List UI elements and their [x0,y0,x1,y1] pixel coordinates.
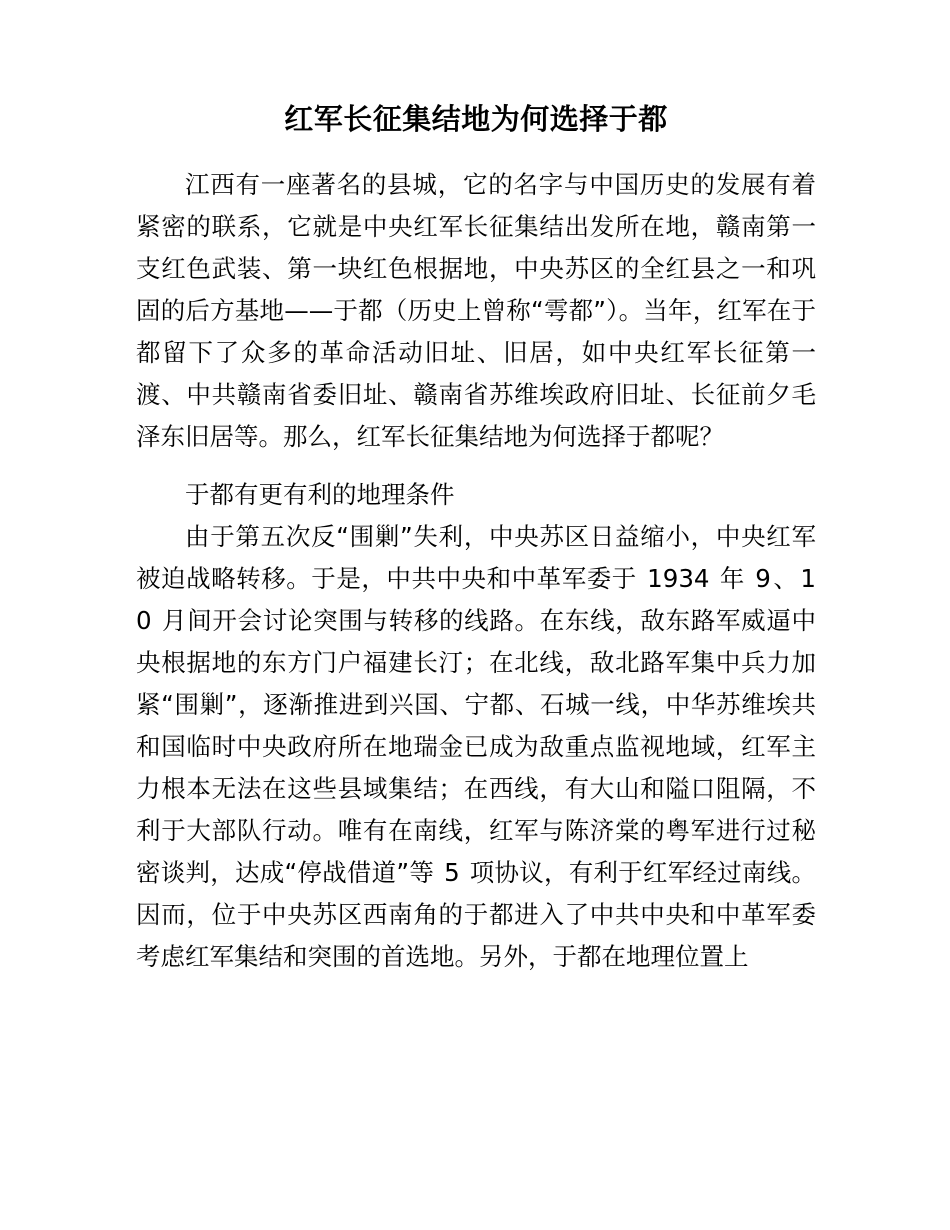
section-heading-geography: 于都有更有利的地理条件 [185,480,455,509]
inline-number: 5 [444,858,460,887]
intro-paragraph: 江西有一座著名的县城，它的名字与中国历史的发展有着紧密的联系，它就是中央红军长征集结出发所在地，赣南第一支红色武装、第一块红色根据地，中央苏区的全红县之一和巩固的后方基地——于都（历史上曾称“雩都”）。当年，红军在于都留下了众多的革命活动旧址、旧居，如中央红军长征第一渡、中共赣南省委旧址、赣南省苏维埃政府旧址、长征前夕毛泽东旧居等。那么，红军长征集结地为何选择于都呢？ [136,170,816,451]
inline-number: 1934 [647,564,710,593]
geography-paragraph: 由于第五次反“围剿”失利，中央苏区日益缩小，中央红军被迫战略转移。于是，中共中央和中革军委于 1934 年 9、10 月间开会讨论突围与转移的线路。在东线，敌东路军威逼中央根据地的东方门户福建长汀；在北线，敌北路军集中兵力加紧“围剿”，逐渐推进到兴国、宁都、石城一线，中华苏维埃共和国临时中央政府所在地瑞金已成为敌重点监视地域，红军主力根本无法在这些县域集结；在西线，有大山和隘口阻隔，不利于大部队行动。唯有在南线，红军与陈济棠的粤军进行过秘密谈判，达成“停战借道”等 5 项协议，有利于红军经过南线。因而，位于中央苏区西南角的于都进入了中共中央和中革军委考虑红军集结和突围的首选地。另外，于都在地理位置上 [136,522,817,971]
inline-number: 9 [755,564,771,593]
page-title: 红军长征集结地为何选择于都 [284,102,668,136]
inline-number: 10 [136,564,817,635]
document-content [136,96,816,978]
